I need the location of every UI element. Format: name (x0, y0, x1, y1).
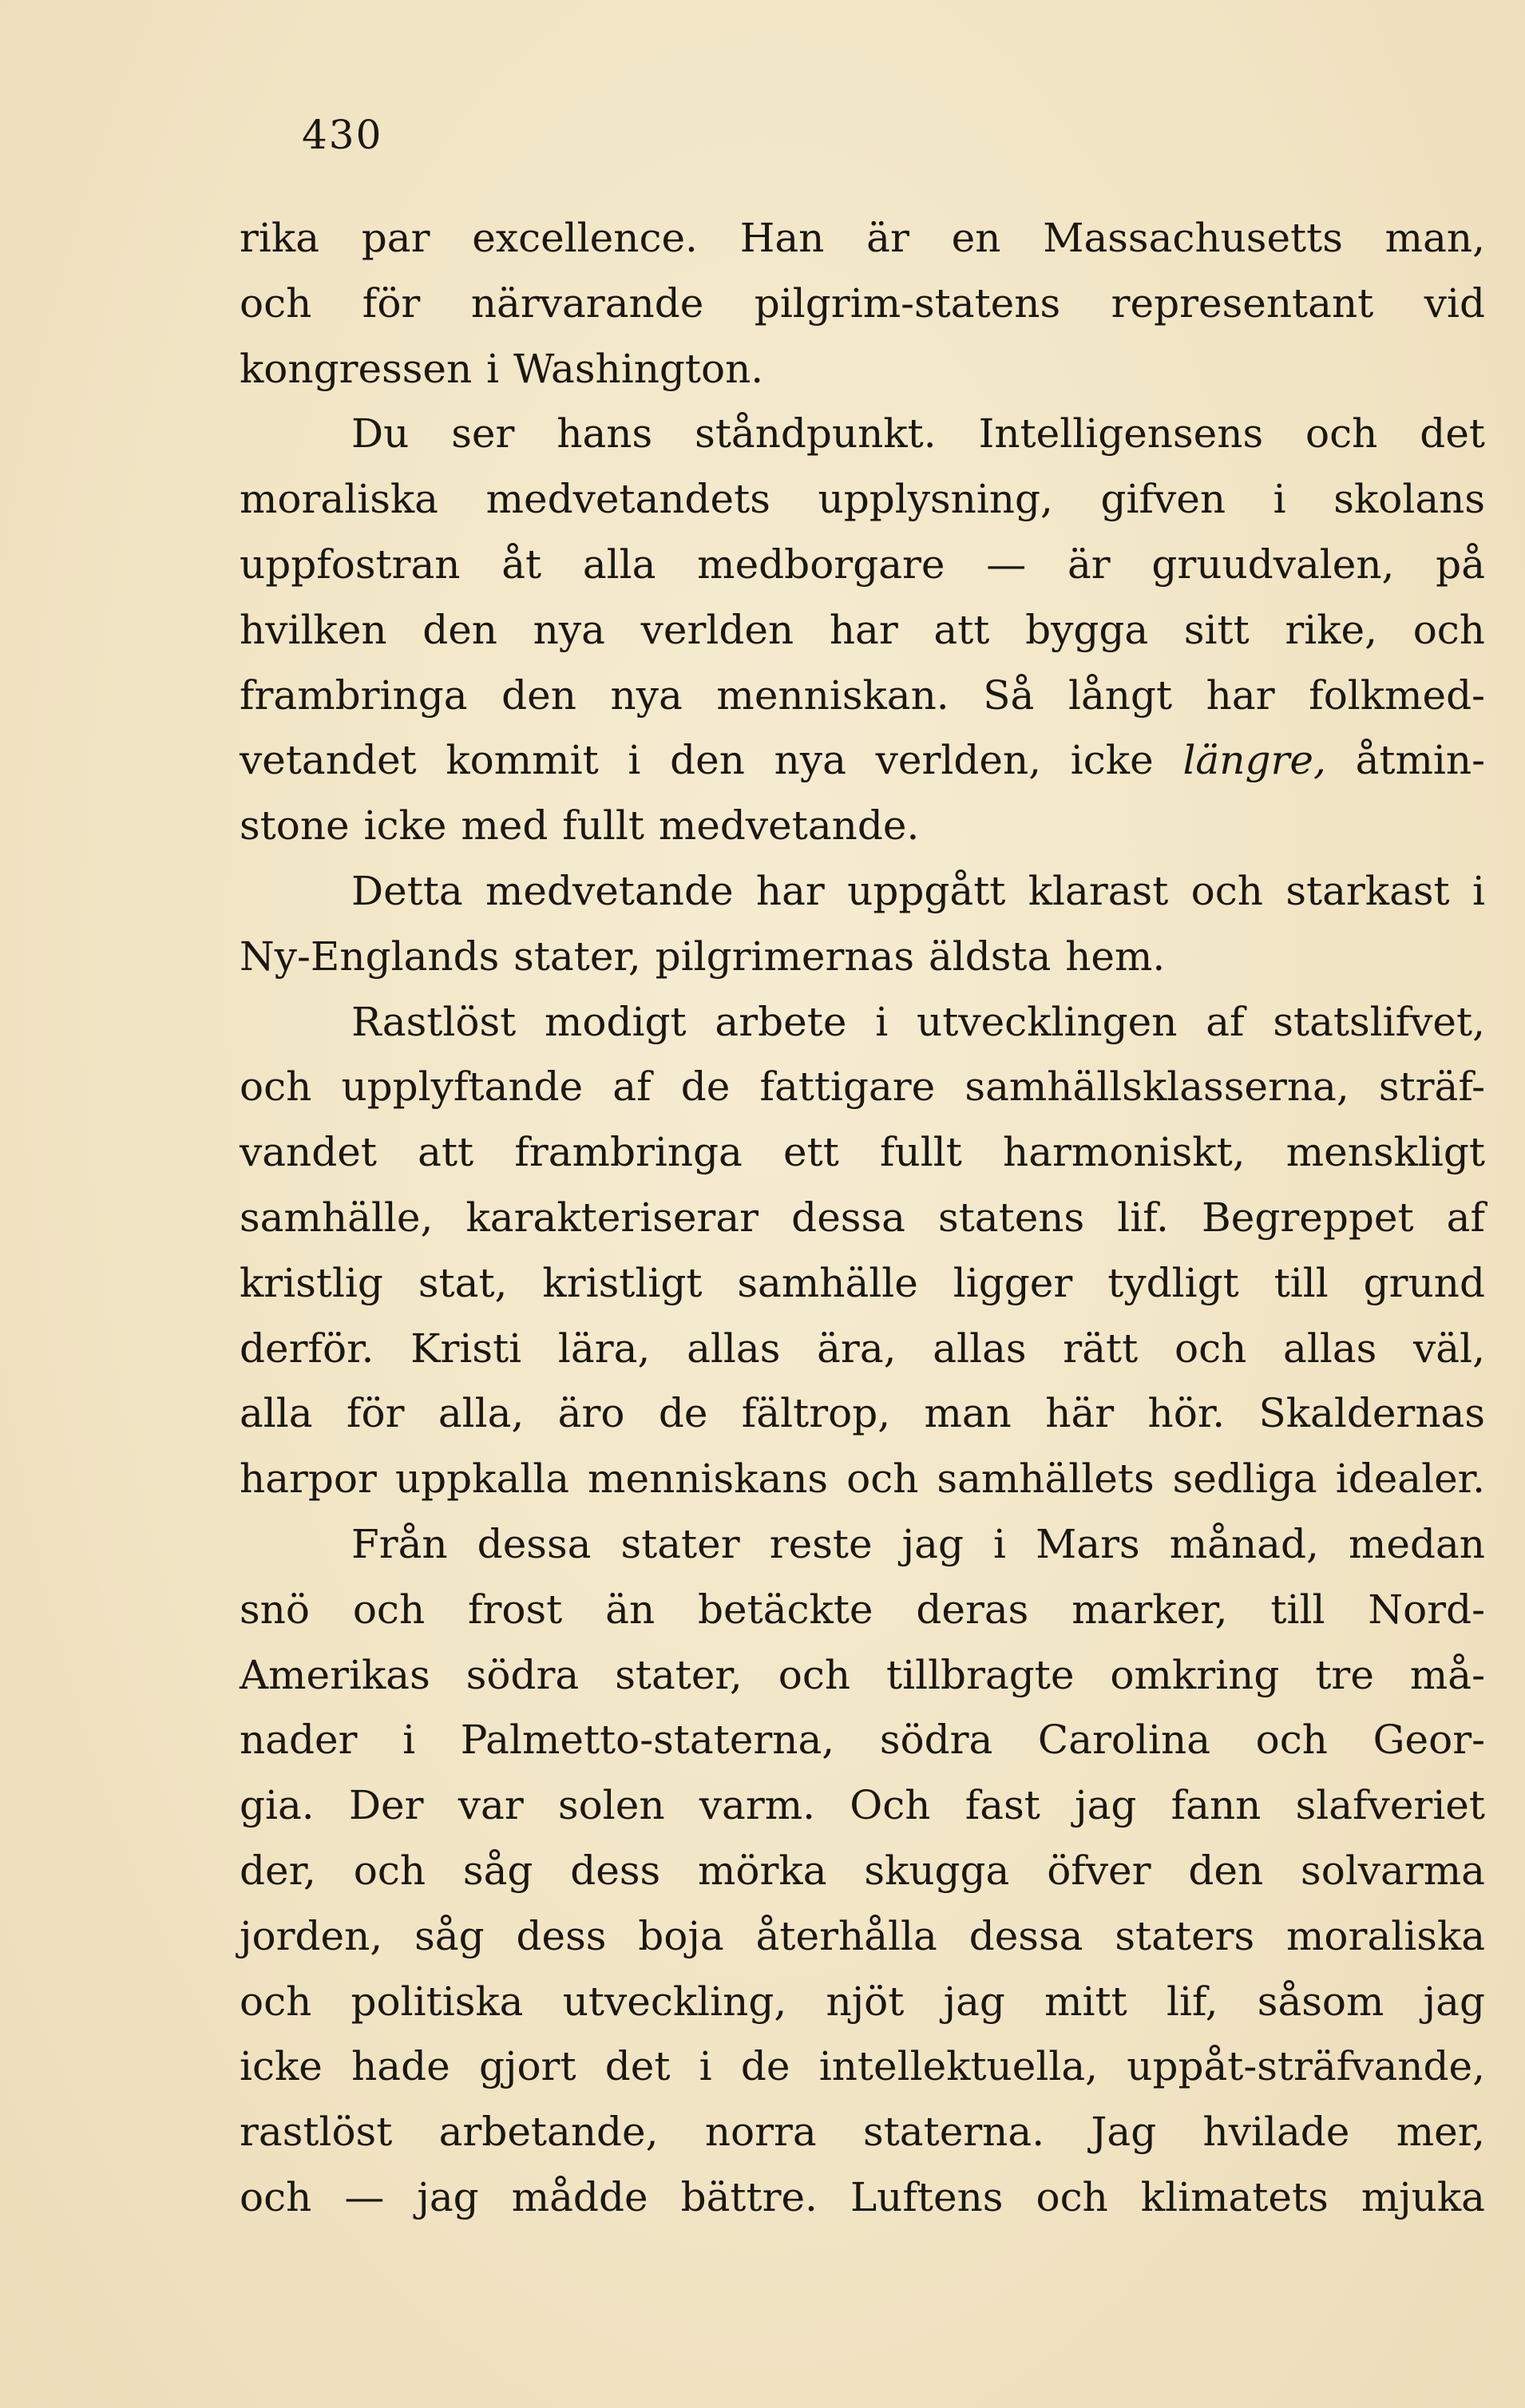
text-line-24: nader i Palmetto-staterna, södra Carolina och Geor- (240, 1717, 1485, 1764)
text-line-31: och — jag mådde bättre. Luftens och klimatets mjuka (240, 2173, 1485, 2220)
text-line-29: icke hade gjort det i de intellektuella, uppåt-sträfvande, (240, 2043, 1485, 2090)
text-line-21 (240, 1512, 1485, 1578)
text-line-16: samhälle, karakteriserar dessa statens lif. Begreppet af (240, 1194, 1485, 1241)
text-line-22: snö och frost än betäckte deras marker, till Nord- (240, 1586, 1485, 1633)
text-line-11 (240, 859, 1485, 925)
italic-word: längre, (1182, 737, 1326, 784)
text-line-6: uppfostran åt alla medborgare — är gruudvalen, på (240, 541, 1485, 588)
text-line-17: kristlig stat, kristligt samhälle ligger tydligt till grund (240, 1259, 1485, 1306)
text-line-28: och politiska utveckling, njöt jag mitt lif, såsom jag (240, 1978, 1485, 2025)
text-line-9-tail: åtmin- (1355, 737, 1485, 784)
text-line-3: kongressen i Washington. (240, 345, 764, 392)
text-line-19: alla för alla, äro de fältrop, man här hör. Skaldernas (240, 1390, 1485, 1437)
text-line-2: och för närvarande pilgrim-statens representant vid (240, 279, 1485, 327)
text-line-26: der, och såg dess mörka skugga öfver den solvarma (240, 1847, 1485, 1894)
text-line-4 (240, 402, 1485, 467)
text-line-4-content: Du ser hans ståndpunkt. Intelligensens och det (351, 410, 1485, 457)
text-line-20: harpor uppkalla menniskans och samhällets sedliga idealer. (240, 1455, 1485, 1503)
text-line-1: rika par excellence. Han är en Massachusetts man, (240, 215, 1485, 261)
text-line-11-content: Detta medvetande har uppgått klarast och starkast i (351, 867, 1485, 914)
text-line-23: Amerikas södra stater, och tillbragte omkring tre må- (240, 1651, 1485, 1698)
page-number: 430 (302, 112, 383, 158)
text-line-10: stone icke med fullt medvetande. (240, 802, 920, 850)
text-line-9-content: vetandet kommit i den nya verlden, icke (240, 737, 1154, 784)
text-line-13 (240, 990, 1485, 1055)
text-line-9 (240, 728, 1485, 794)
text-line-12: Ny-Englands stater, pilgrimernas äldsta hem. (240, 933, 1166, 980)
text-line-14: och upplyftande af de fattigare samhällsklasserna, sträf- (240, 1063, 1485, 1111)
text-line-25: gia. Der var solen varm. Och fast jag fann slafveriet (240, 1782, 1485, 1829)
text-line-13-content: Rastlöst modigt arbete i utvecklingen af statslifvet, (351, 998, 1485, 1045)
body-text (240, 206, 1485, 2231)
text-line-5: moraliska medvetandets upplysning, gifven i skolans (240, 476, 1485, 523)
text-line-15: vandet att frambringa ett fullt harmoniskt, menskligt (240, 1129, 1485, 1176)
text-line-8: frambringa den nya menniskan. Så långt har folkmed- (240, 671, 1485, 719)
text-line-7: hvilken den nya verlden har att bygga sitt rike, och (240, 606, 1485, 653)
text-line-18: derför. Kristi lära, allas ära, allas rätt och allas väl, (240, 1325, 1485, 1372)
text-line-30: rastlöst arbetande, norra staterna. Jag hvilade mer, (240, 2109, 1485, 2156)
text-line-21-content: Från dessa stater reste jag i Mars månad, medan (351, 1520, 1485, 1567)
text-line-27: jorden, såg dess boja återhålla dessa staters moraliska (240, 1912, 1485, 1959)
